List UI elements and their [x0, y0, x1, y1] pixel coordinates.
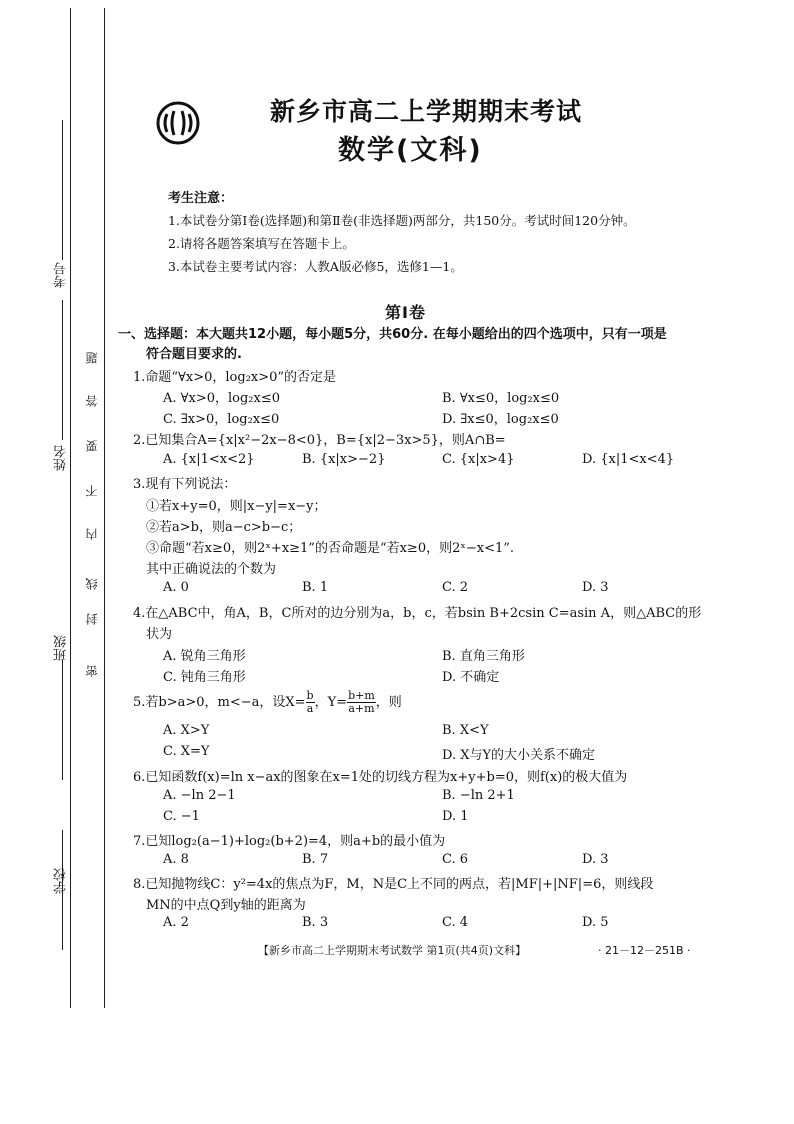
question-stem: 3.现有下列说法： [133, 477, 237, 492]
question-stem: 1.命题“∀x>0，log₂x>0”的否定是 [133, 370, 337, 385]
option-c: C. X=Y [163, 744, 210, 759]
page-footer: 【新乡市高二上学期期末考试数学 第1页(共4页)文科】 [258, 944, 527, 957]
option-a: A. ∀x>0，log₂x≤0 [163, 391, 281, 406]
option-c: C. 2 [442, 580, 469, 595]
name-label: 姓名 [54, 445, 69, 471]
seal-char: 线 [85, 578, 99, 590]
option-d: D. ∃x≤0，log₂x≤0 [442, 412, 559, 427]
note-item: 3.本试卷主要考试内容：人教A版必修5，选修1—1。 [168, 259, 463, 274]
seal-char: 不 [85, 485, 99, 497]
option-b: B. 1 [302, 580, 329, 595]
option-d: D. {x|1<x<4} [582, 452, 675, 467]
note-item: 1.本试卷分第Ⅰ卷(选择题)和第Ⅱ卷(非选择题)两部分，共150分。考试时间120分钟。 [168, 213, 636, 228]
seal-char: 要 [85, 440, 99, 452]
question-stem-cont: MN的中点Q到y轴的距离为 [146, 898, 306, 913]
option-d: D. 不确定 [442, 670, 500, 685]
fraction-denominator: a+m [348, 702, 375, 715]
stem-text: 5.若b>a>0，m<−a，设X= [133, 695, 306, 710]
option-d: D. 3 [582, 580, 609, 595]
exam-subtitle: 数学(文科) [338, 135, 483, 166]
option-a: A. 锐角三角形 [163, 649, 246, 664]
exam-logo-icon [155, 100, 201, 146]
fraction-numerator: b+m [348, 689, 375, 702]
option-a: A. 0 [163, 580, 189, 595]
stem-text: ，则 [375, 695, 402, 710]
notes-heading: 考生注意： [168, 191, 234, 206]
option-a: A. −ln 2−1 [163, 788, 236, 803]
option-b: B. 3 [302, 915, 329, 930]
question-stem: 4.在△ABC中，角A，B，C所对的边分别为a，b，c，若bsin B+2csin C=asin A，则△ABC的形 [133, 606, 702, 621]
seal-char: 内 [85, 528, 99, 540]
option-c: C. {x|x>4} [442, 452, 515, 467]
seal-char: 题 [85, 352, 99, 364]
paper-code: · 21－12－251B · [598, 944, 691, 957]
option-d: D. 3 [582, 852, 609, 867]
option-b: B. −ln 2+1 [442, 788, 515, 803]
exam-title: 新乡市高二上学期期末考试 [270, 97, 583, 126]
section-title: 第Ⅰ卷 [385, 303, 426, 322]
exam-no-line [62, 120, 63, 260]
stem-text: ，Y= [314, 695, 348, 710]
question-stem: 7.已知log₂(a−1)+log₂(b+2)=4，则a+b的最小值为 [133, 834, 446, 849]
option-c: C. −1 [163, 809, 200, 824]
option-d: D. X与Y的大小关系不确定 [442, 748, 596, 763]
question-stem [133, 690, 402, 715]
option-c: C. 钝角三角形 [163, 670, 246, 685]
option-a: A. {x|1<x<2} [163, 452, 255, 467]
section-instruction: 一、选择题：本大题共12小题，每小题5分，共60分. 在每小题给出的四个选项中，只有一项是 [118, 327, 667, 342]
statement: ②若a>b，则a−c>b−c； [146, 520, 302, 535]
option-a: A. 2 [163, 915, 189, 930]
school-label: 学校 [54, 868, 69, 894]
fraction-x [306, 690, 315, 715]
question-stem: 6.已知函数f(x)=ln x−ax的图象在x=1处的切线方程为x+y+b=0，则f(x)的极大值为 [133, 770, 628, 785]
section-instruction-cont: 符合题目要求的. [146, 347, 242, 362]
binding-line-inner [104, 8, 105, 1008]
question-stem-cont: 状为 [146, 627, 173, 642]
statement: ①若x+y=0，则|x−y|=x−y； [146, 499, 327, 514]
option-c: C. 6 [442, 852, 469, 867]
option-b: B. X<Y [442, 723, 489, 738]
seal-char: 密 [85, 665, 99, 677]
seal-char: 封 [85, 613, 99, 625]
exam-no-label: 考号 [54, 262, 69, 288]
option-c: C. 4 [442, 915, 469, 930]
note-item: 2.请将各题答案填写在答题卡上。 [168, 236, 355, 251]
option-b: B. 直角三角形 [442, 649, 525, 664]
option-b: B. 7 [302, 852, 329, 867]
fraction-numerator: b [306, 689, 314, 702]
question-stem: 8.已知抛物线C：y²=4x的焦点为F，M，N是C上不同的两点，若|MF|+|NF|=6，则线段 [133, 877, 654, 892]
option-d: D. 1 [442, 809, 469, 824]
binding-line-outer [70, 8, 71, 1008]
question-stem: 2.已知集合A={x|x²−2x−8<0}，B={x|2−3x>5}，则A∩B= [133, 433, 506, 448]
option-c: C. ∃x>0，log₂x≤0 [163, 412, 280, 427]
option-a: A. 8 [163, 852, 189, 867]
seal-char: 答 [85, 395, 99, 407]
statement: ③命题“若x≥0，则2ˣ+x≥1”的否命题是“若x≥0，则2ˣ−x<1”. [146, 541, 515, 556]
option-a: A. X>Y [163, 723, 210, 738]
fraction-denominator: a [306, 702, 314, 715]
class-line [62, 660, 63, 780]
option-b: B. ∀x≤0，log₂x≤0 [442, 391, 560, 406]
question-prompt: 其中正确说法的个数为 [146, 562, 277, 577]
class-label: 班级 [54, 635, 69, 661]
fraction-y [347, 690, 376, 715]
name-line [62, 300, 63, 440]
option-b: B. {x|x>−2} [302, 452, 386, 467]
option-d: D. 5 [582, 915, 609, 930]
